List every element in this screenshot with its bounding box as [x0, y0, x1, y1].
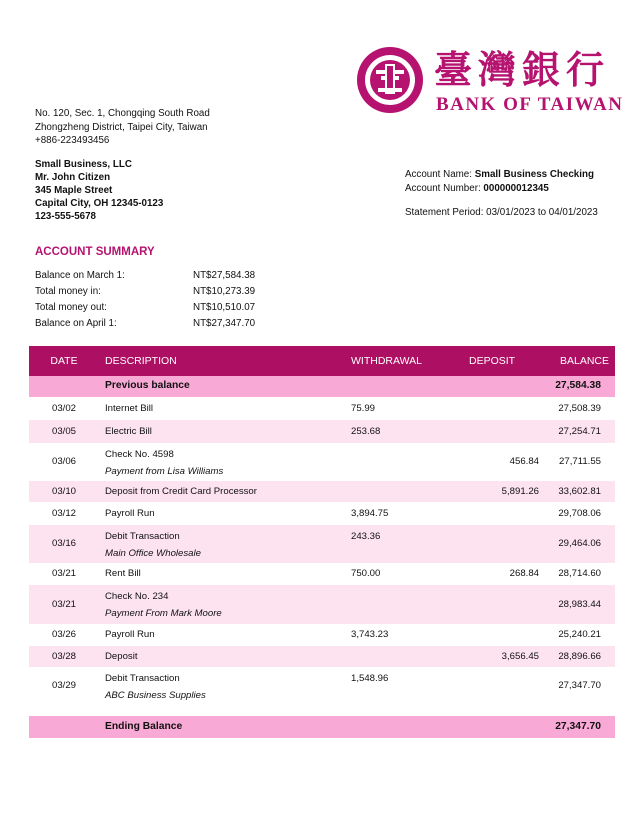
header-deposit: DEPOSIT — [469, 355, 516, 367]
row-description: Check No. 4598 — [105, 449, 174, 460]
row-date: 03/26 — [51, 629, 76, 640]
summary-row: Balance on March 1: NT$27,584.38 — [35, 270, 256, 281]
row-memo: ABC Business Supplies — [105, 690, 206, 701]
row-balance: 33,602.81 — [558, 486, 601, 497]
row-balance: 28,983.44 — [558, 599, 601, 610]
row-description: Rent Bill — [105, 568, 141, 579]
row-memo: Main Office Wholesale — [105, 548, 201, 559]
row-balance: 25,240.21 — [558, 629, 601, 640]
row-date: 03/06 — [51, 456, 76, 467]
row-withdrawal: 253.68 — [351, 426, 381, 437]
row-description: Deposit from Credit Card Processor — [105, 486, 257, 497]
row-memo: Payment from Lisa Williams — [105, 466, 224, 477]
transactions-body — [29, 397, 615, 705]
row-balance: 29,464.06 — [558, 538, 601, 549]
table-row — [29, 397, 615, 420]
row-date: 03/28 — [51, 651, 76, 662]
row-balance: 29,708.06 — [558, 508, 601, 519]
header-description: DESCRIPTION — [105, 355, 177, 367]
table-row — [29, 585, 615, 624]
row-deposit: 456.84 — [509, 456, 539, 467]
header-withdrawal: WITHDRAWAL — [351, 355, 422, 367]
bank-logo — [356, 46, 624, 116]
customer-company: Small Business, LLC — [35, 159, 132, 170]
account-name: Account Name: Small Business Checking — [405, 169, 594, 180]
account-summary — [35, 270, 295, 334]
table-row — [29, 667, 615, 705]
row-balance: 28,896.66 — [558, 651, 601, 662]
row-date: 03/16 — [51, 538, 76, 549]
statement-period: Statement Period: 03/01/2023 to 04/01/2023 — [405, 207, 598, 218]
row-date: 03/21 — [51, 599, 76, 610]
bank-address — [35, 107, 210, 148]
table-header — [29, 346, 615, 376]
table-row — [29, 563, 615, 585]
row-description: Debit Transaction — [105, 673, 180, 684]
table-row — [29, 646, 615, 667]
account-number: Account Number: 000000012345 — [405, 182, 549, 194]
table-row — [29, 481, 615, 502]
row-withdrawal: 243.36 — [351, 531, 381, 542]
customer-name: Mr. John Citizen — [35, 172, 111, 183]
bank-name-cjk: 臺灣銀行 — [434, 47, 611, 92]
customer-city: Capital City, OH 12345-0123 — [35, 198, 164, 209]
row-withdrawal: 75.99 — [351, 403, 376, 414]
summary-row: Total money out: NT$10,510.07 — [35, 302, 256, 313]
table-row — [29, 420, 615, 443]
row-date: 03/05 — [51, 426, 76, 437]
row-description: Payroll Run — [105, 629, 155, 640]
table-row — [29, 443, 615, 481]
table-row — [29, 525, 615, 563]
bank-emblem-icon — [356, 46, 424, 114]
row-date: 03/12 — [51, 508, 76, 519]
row-description: Deposit — [105, 651, 138, 662]
row-date: 03/21 — [51, 568, 76, 579]
row-description: Payroll Run — [105, 508, 155, 519]
row-balance: 27,711.55 — [559, 456, 601, 467]
header-balance: BALANCE — [559, 355, 609, 367]
row-balance: 28,714.60 — [558, 568, 601, 579]
previous-balance-row: Previous balance 27,584.38 — [29, 376, 615, 397]
bank-address-line: Zhongzheng District, Taipei City, Taiwan — [35, 121, 208, 133]
summary-row: Balance on April 1: NT$27,347.70 — [35, 318, 256, 329]
customer-street: 345 Maple Street — [35, 185, 113, 196]
summary-row: Total money in: NT$10,273.39 — [35, 286, 256, 297]
row-date: 03/29 — [51, 680, 76, 691]
row-balance: 27,347.70 — [558, 680, 601, 691]
row-withdrawal: 3,743.23 — [351, 629, 389, 640]
bank-name-en: BANK OF TAIWAN — [436, 94, 624, 115]
table-row — [29, 624, 615, 646]
row-withdrawal: 3,894.75 — [351, 508, 389, 519]
row-balance: 27,254.71 — [558, 426, 601, 437]
bank-phone: +886-223493456 — [35, 135, 110, 146]
row-description: Internet Bill — [105, 403, 153, 414]
row-balance: 27,508.39 — [558, 403, 601, 414]
row-memo: Payment From Mark Moore — [105, 608, 222, 619]
ending-balance-row: Ending Balance 27,347.70 — [29, 716, 615, 738]
customer-phone: 123-555-5678 — [35, 211, 97, 222]
row-description: Check No. 234 — [105, 591, 169, 602]
table-row — [29, 502, 615, 525]
row-deposit: 3,656.45 — [501, 651, 539, 662]
row-deposit: 5,891.26 — [501, 486, 539, 497]
bank-address-line: No. 120, Sec. 1, Chongqing South Road — [35, 108, 210, 119]
row-deposit: 268.84 — [509, 568, 539, 579]
row-withdrawal: 1,548.96 — [351, 673, 389, 684]
row-description: Electric Bill — [105, 426, 152, 437]
row-date: 03/10 — [51, 486, 76, 497]
row-description: Debit Transaction — [105, 531, 180, 542]
header-date: DATE — [50, 355, 78, 367]
account-summary-title: ACCOUNT SUMMARY — [35, 246, 155, 258]
account-info — [405, 168, 594, 195]
customer-address — [35, 158, 163, 223]
row-date: 03/02 — [51, 403, 76, 414]
transactions-table — [29, 346, 615, 738]
row-withdrawal: 750.00 — [351, 568, 381, 579]
